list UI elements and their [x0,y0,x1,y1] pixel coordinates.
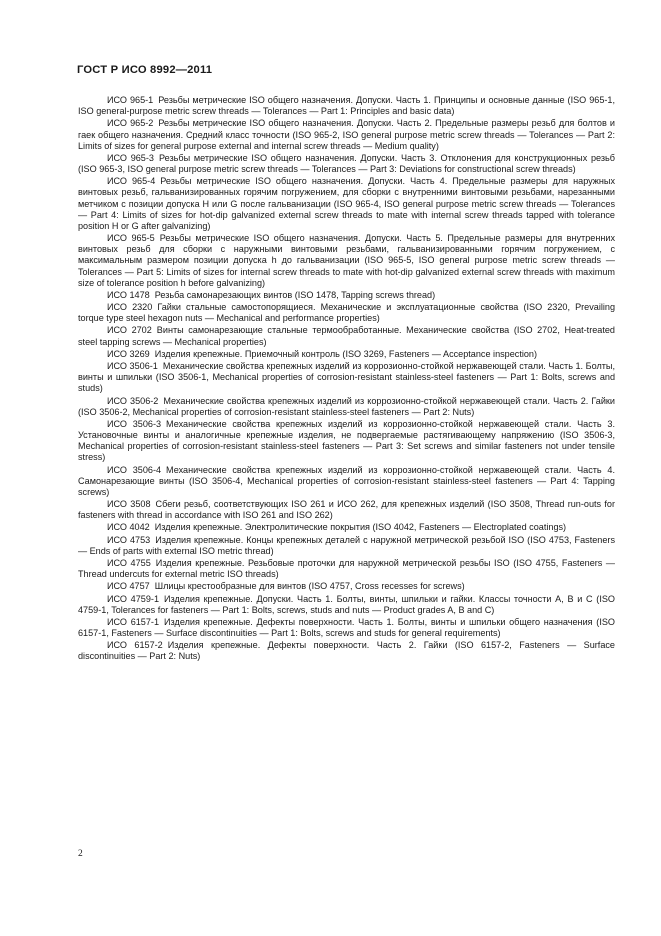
reference-code: ИСО 965-3 [107,152,154,163]
reference-text: Винты самонарезающие стальные термообработанные. Механические свойства (ISO 2702, Heat-treated steel tapping screws — Mechanical properties) [78,325,615,347]
reference-item [78,640,615,662]
reference-code: ИСО 4757 [107,581,150,592]
reference-code: ИСО 3506-4 [107,464,162,475]
reference-text: Изделия крепежные. Дефекты поверхности. Часть 1. Болты, винты и шпильки общего назначения (ISO 6157-1, Fasteners — Surface discontinuities — Part 1: Bolts, screws and studs for general requirements) [78,616,615,639]
reference-code: ИСО 965-2 [107,118,154,129]
reference-code: ИСО 4753 [107,534,151,545]
document-header: ГОСТ Р ИСО 8992—2011 [77,64,213,76]
reference-text: Резьбы метрические ISO общего назначения. Допуски. Часть 1. Принципы и основные данные (ISO 965-1, ISO general-purpose metric screw threads — Tolerances — Part 1: Principles and basic data) [78,95,616,117]
reference-code: ИСО 6157-2 [107,640,163,651]
reference-item [78,465,615,498]
reference-item [78,499,615,521]
reference-code: ИСО 3506-1 [107,361,158,372]
reference-text: Изделия крепежные. Концы крепежных деталей с наружной метрической резьбой ISO (ISO 4753, Fasteners — Ends of parts with external ISO metric thread) [78,534,615,556]
reference-item [78,233,615,289]
page-number: 2 [78,849,83,859]
reference-text: Механические свойства крепежных изделий из коррозионно-стойкой нержавеющей стали. Часть 2. Гайки (ISO 3506-2, Mechanical properties of corrosion-resistant stainless-steel fasteners — Part 2: Nuts) [78,395,615,417]
reference-text: Изделия крепежные. Дефекты поверхности. Часть 2. Гайки (ISO 6157-2, Fasteners — Surface discontinuities — Part 2: Nuts) [78,640,615,662]
reference-item [78,95,615,117]
reference-text: Изделия крепежные. Допуски. Часть 1. Болты, винты, шпильки и гайки. Классы точности А, В и С (ISO 4759-1, Tolerances for fasteners — Part 1: Bolts, screws, studs and nuts — Product grades A, B and C) [78,593,615,615]
reference-item [78,581,615,592]
reference-text: Механические свойства крепежных изделий из коррозионно-стойкой нержавеющей стали. Часть 1. Болты, винты и шпильки (ISO 3506-1, Mechanical properties of corrosion-resistant stainless-steel fasteners — Part 1: Bolts, screws and studs) [78,361,615,394]
reference-item [78,176,615,232]
reference-code: ИСО 3508 [107,499,151,510]
reference-item [78,302,615,324]
reference-code: ИСО 3269 [107,348,150,359]
reference-item [78,558,615,580]
reference-item [78,594,615,616]
reference-code: ИСО 4042 [107,522,150,533]
reference-code: ИСО 965-4 [107,176,156,187]
reference-item [78,396,615,418]
reference-text: Шлицы крестообразные для винтов (ISO 4757, Cross recesses for screws) [154,581,465,592]
references-list [78,95,615,664]
reference-text: Механические свойства крепежных изделий из коррозионно-стойкой нержавеющей стали. Часть 4. Самонарезающие винты (ISO 3506-4, Mechanical properties of corrosion-resistant stainless-steel fasteners — Part 4: Tapping screws) [78,464,615,497]
reference-text: Изделия крепежные. Электролитические покрытия (ISO 4042, Fasteners — Electroplated coatings) [154,522,567,533]
reference-code: ИСО 4755 [107,558,151,568]
reference-code: ИСО 2320 [107,302,153,313]
reference-code: ИСО 3506-2 [107,395,159,406]
reference-item [78,535,615,557]
reference-code: ИСО 4759-1 [107,593,159,604]
reference-text: Изделия крепежные. Резьбовые проточки для наружной метрической резьбы ISO (ISO 4755, Fasteners — Thread undercuts for external metric ISO threads) [78,558,616,580]
reference-item [78,153,615,175]
reference-code: ИСО 3506-3 [107,418,162,429]
reference-text: Резьба самонарезающих винтов (ISO 1478, Tapping screws thread) [154,289,436,300]
reference-code: ИСО 1478 [107,289,150,300]
reference-text: Изделия крепежные. Приемочный контроль (ISO 3269, Fasteners — Acceptance inspection) [154,348,538,359]
reference-text: Механические свойства крепежных изделий из коррозионно-стойкой нержавеющей стали. Часть 3. Установочные винты и аналогичные крепежные изделия, не подвергаемые растягивающему напряжению (ISO 3506-3, Mechanical properties of corrosion-resistant stainless-steel fasteners — Part 3: Set screws and similar fasteners not under tensile stress) [78,418,615,463]
reference-item [78,118,615,151]
reference-code: ИСО 965-5 [107,233,155,244]
reference-item [78,325,615,347]
reference-code: ИСО 6157-1 [107,616,160,627]
reference-code: ИСО 2702 [107,325,152,336]
reference-code: ИСО 965-1 [107,95,154,105]
reference-text: Резьбы метрические ISO общего назначения. Допуски. Часть 4. Предельные размеры для наружных винтовых резьб, гальванизированных горячим погружением, для сборки с внутренними винтовыми резьбами, нарезанными метчиком с позиции допуска H или G после гальванизации (ISO 965-4, ISO general purpose metric screw threads — Tolerances — Part 4: Limits of sizes for hot-dip galvanized external screw threads to mate with internal screw threads tapped with tolerance position H or G after galvanizing) [78,176,615,231]
reference-item [78,290,615,301]
reference-text: Сбеги резьб, соответствующих ISO 261 и ИСО 262, для крепежных изделий (ISO 3508, Thread run-outs for fasteners with thread in accordance with ISO 261 and ISO 262) [78,499,615,521]
reference-item [78,361,615,394]
reference-item [78,419,615,464]
reference-text: Гайки стальные самостопорящиеся. Механические и эксплуатационные свойства (ISO 2320, Prevailing torque type steel hexagon nuts — Mechanical and performance properties) [78,302,616,324]
reference-text: Резьбы метрические ISO общего назначения. Допуски. Часть 5. Предельные размеры для внутренних винтовых резьб для сборки с наружными винтовыми резьбами, гальванизированными горячим погружением, с максимальным размером позиции допуска h до гальванизации (ISO 965-5, ISO general purpose metric screw threads — Tolerances — Part 5: Limits of sizes for internal screw threads to mate with hot-dip galvanized external screw threads with maximum size of tolerance position h before galvanizing) [78,233,615,288]
reference-item [78,617,615,639]
reference-text: Резьбы метрические ISO общего назначения. Допуски. Часть 3. Отклонения для конструкционных резьб (ISO 965-3, ISO general purpose metric screw threads — Tolerances — Part 3: Deviations for constructional screw threads) [78,152,615,175]
reference-item [78,349,615,360]
reference-text: Резьбы метрические ISO общего назначения. Допуски. Часть 2. Предельные размеры резьб для болтов и гаек общего назначения. Средний класс точности (ISO 965-2, ISO general purpose metric screw threads — Tolerances — Part 2: Limits of sizes for general purpose external and internal screw threads — Medium quality) [78,118,615,151]
reference-item [78,522,615,533]
